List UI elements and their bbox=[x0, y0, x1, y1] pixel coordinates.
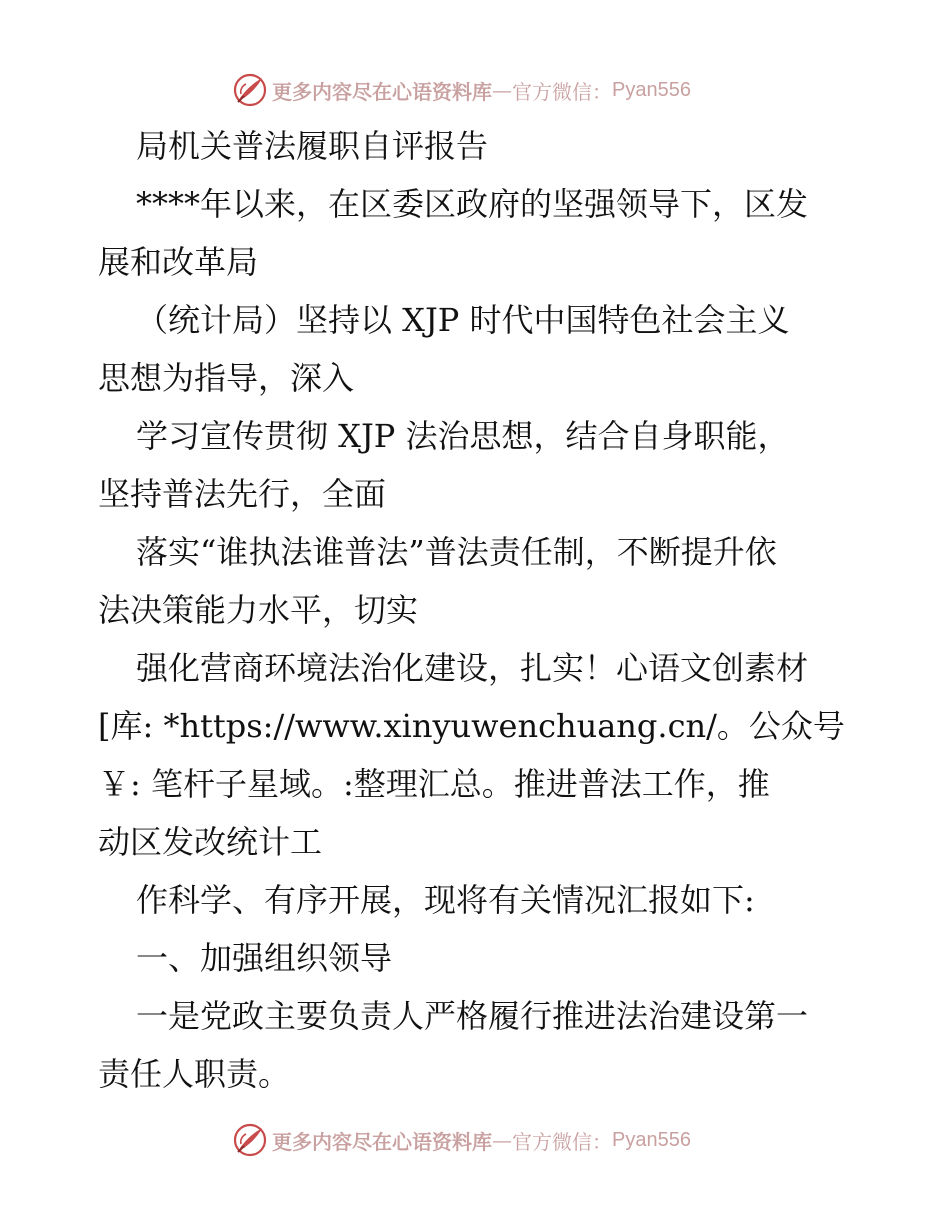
quill-pen-logo-icon bbox=[232, 1122, 268, 1158]
paragraph-line: 落实“谁执法谁普法”普法责任制，不断提升依 bbox=[136, 533, 777, 571]
section-heading: 一、加强组织领导 bbox=[136, 939, 393, 977]
paragraph-line: 一是党政主要负责人严格履行推进法治建设第一 bbox=[136, 997, 809, 1035]
paragraph-line: （统计局）坚持以 XJP 时代中国特色社会主义 bbox=[136, 301, 790, 339]
paragraph-line: 坚持普法先行，全面 bbox=[98, 475, 387, 513]
banner-text: 更多内容尽在心语资料库 bbox=[272, 79, 492, 104]
header-banner bbox=[232, 70, 691, 110]
banner-wechat-id: Pyan556 bbox=[612, 1128, 691, 1151]
banner-wechat-label: 官方微信： bbox=[512, 79, 612, 104]
paragraph-line: [库: *https://www.xinyuwenchuang.cn/。公众号 bbox=[98, 707, 845, 745]
document-title: 局机关普法履职自评报告 bbox=[136, 127, 489, 165]
paragraph-line: ￥: 笔杆子星域。:整理汇总。推进普法工作，推 bbox=[98, 765, 770, 803]
banner-separator: — bbox=[492, 78, 512, 102]
banner-wechat-id: Pyan556 bbox=[612, 78, 691, 101]
banner-wechat-label: 官方微信： bbox=[512, 1129, 612, 1154]
paragraph-line: 动区发改统计工 bbox=[98, 823, 323, 861]
paragraph-line: ****年以来，在区委区政府的坚强领导下，区发 bbox=[136, 185, 809, 223]
paragraph-line: 展和改革局 bbox=[98, 243, 259, 281]
paragraph-line: 法决策能力水平，切实 bbox=[98, 591, 419, 629]
footer-banner bbox=[232, 1120, 691, 1160]
quill-pen-logo-icon bbox=[232, 72, 268, 108]
paragraph-line: 作科学、有序开展，现将有关情况汇报如下: bbox=[136, 881, 755, 919]
paragraph-line: 思想为指导，深入 bbox=[98, 359, 355, 397]
banner-text: 更多内容尽在心语资料库 bbox=[272, 1129, 492, 1154]
paragraph-line: 学习宣传贯彻 XJP 法治思想，结合自身职能， bbox=[136, 417, 790, 455]
paragraph-line: 责任人职责。 bbox=[98, 1055, 291, 1093]
paragraph-line: 强化营商环境法治化建设，扎实！心语文创素材 bbox=[136, 649, 809, 687]
banner-separator: — bbox=[492, 1128, 512, 1152]
